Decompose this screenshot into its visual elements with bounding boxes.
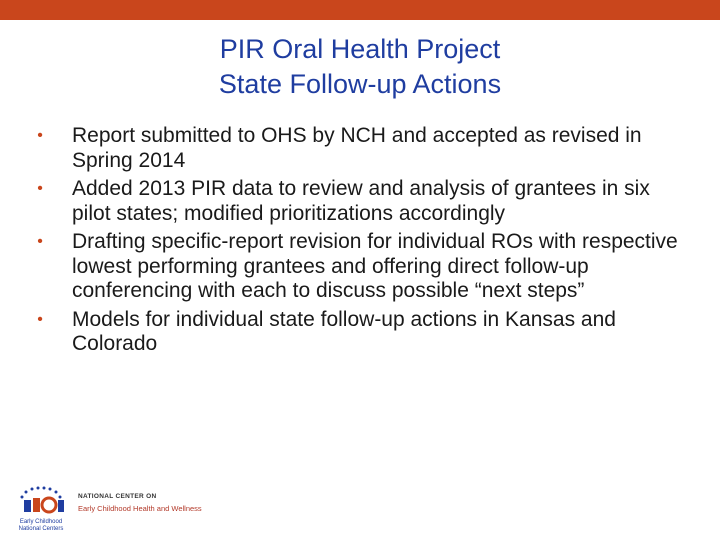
bullet-dot-icon: • (37, 310, 43, 328)
bullet-item (30, 124, 690, 173)
title-line-1: PIR Oral Health Project (219, 34, 501, 64)
bullet-dot-icon: • (37, 233, 43, 250)
logo-line-1: Early Childhood (19, 519, 63, 525)
logo-line-2: National Centers (18, 526, 64, 532)
bullet-text: Models for individual state follow-up actions in Kansas and Colorado (72, 307, 616, 355)
org-name: Early Childhood Health and Wellness (78, 504, 202, 513)
bullet-dot-icon: • (37, 127, 43, 144)
slide-title (0, 32, 720, 102)
bullet-item (30, 308, 690, 357)
title-line-2: State Follow-up Actions (218, 69, 502, 99)
bullet-text: Report submitted to OHS by NCH and accepted as revised in Spring 2014 (72, 124, 642, 172)
bullet-item (30, 230, 690, 304)
bullet-dot-icon: • (37, 180, 43, 197)
bullet-text: Drafting specific-report revision for individual ROs with respective lowest performing grantees and offering direct follow-up conferencing with each to discuss possible “next steps” (72, 230, 678, 302)
org-label: NATIONAL CENTER ON (78, 493, 157, 500)
bullet-item (30, 177, 690, 226)
early-childhood-logo-icon (16, 486, 72, 520)
top-accent-bar (0, 0, 720, 20)
footer-logo (16, 486, 216, 532)
bullet-list (30, 124, 690, 361)
bullet-text: Added 2013 PIR data to review and analysis of grantees in six pilot states; modified prioritizations accordingly (72, 177, 650, 225)
